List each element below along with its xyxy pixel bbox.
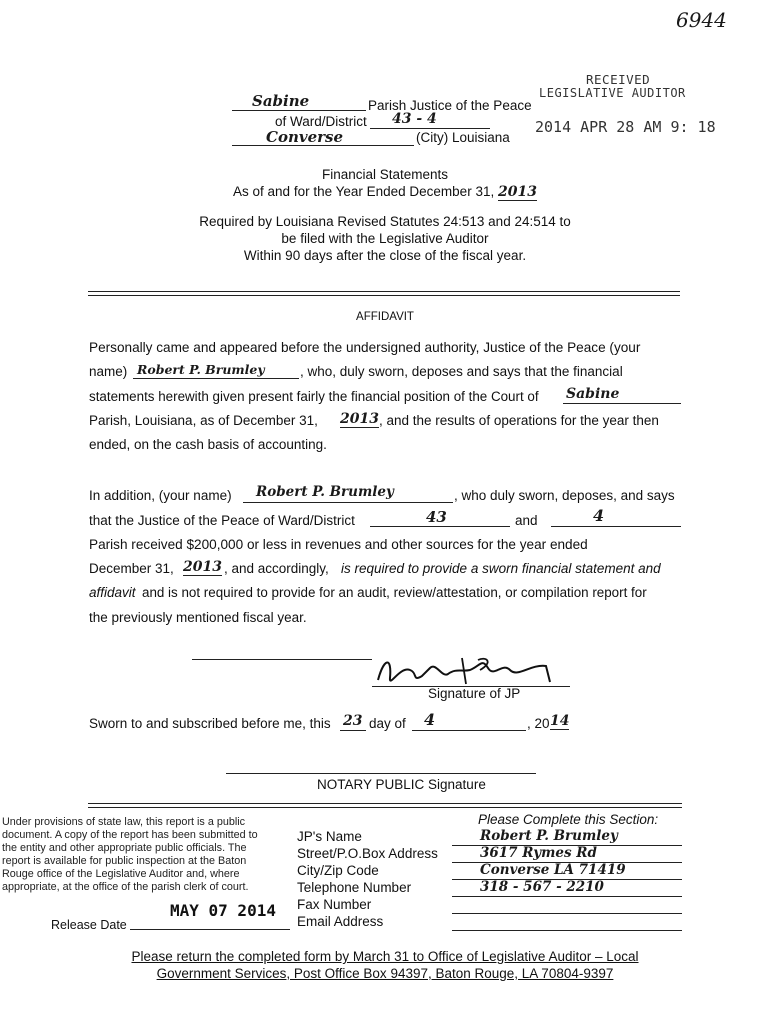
requirement-line2: be filed with the Legislative Auditor xyxy=(281,231,489,246)
fs-period: As of and for the Year Ended December 31, xyxy=(233,184,495,199)
affidavit-p1-line4-rest: , and the results of operations for the year then xyxy=(379,413,659,428)
field-value-telephone: 318 - 567 - 2210 xyxy=(480,879,604,895)
return-line1: Please return the completed form by March 31 to Office of Legislative Auditor – Local xyxy=(131,949,639,964)
affidavit-p2-line4-italic: is required to provide a sworn financial statement and xyxy=(341,561,661,576)
affidavit-year-value: 2013 xyxy=(340,411,379,427)
affidavit-court-value: Sabine xyxy=(566,386,620,402)
field-value-street: 3617 Rymes Rd xyxy=(480,845,597,861)
release-date-value: MAY 07 2014 xyxy=(170,901,276,920)
sworn-month-value: 4 xyxy=(424,710,436,729)
section-title: Please Complete this Section: xyxy=(478,812,659,827)
field-label-email: Email Address xyxy=(297,914,384,929)
footer-divider xyxy=(88,803,682,804)
field-value-jp-name: Robert P. Brumley xyxy=(480,828,618,844)
fs-title: Financial Statements xyxy=(321,167,449,182)
field-value-city-zip: Converse LA 71419 xyxy=(480,862,626,878)
fs-year-value: 2013 xyxy=(497,184,537,200)
corner-number: 6944 xyxy=(676,8,727,32)
release-date-label: Release Date xyxy=(51,918,127,932)
affidavit-p1-line3: statements herewith given present fairly the financial position of the Court of xyxy=(89,389,539,404)
affidavit-p2-prefix: In addition, (your name) xyxy=(89,488,232,503)
parish-label: Parish Justice of the Peace xyxy=(368,98,532,113)
requirement-line3: Within 90 days after the close of the fiscal year. xyxy=(243,248,527,263)
field-label-fax: Fax Number xyxy=(297,897,372,912)
affidavit-title: AFFIDAVIT xyxy=(356,311,414,323)
ward-value: 43 - 4 xyxy=(392,111,437,127)
notice-line-2: document. A copy of the report has been submitted to xyxy=(2,829,258,841)
field-label-street: Street/P.O.Box Address xyxy=(297,846,438,861)
received-stamp-date: 2014 APR 28 AM 9: 18 xyxy=(535,118,716,136)
affidavit-p1-line4-prefix: Parish, Louisiana, as of December 31, xyxy=(89,413,318,428)
affidavit-p2-line3: Parish received $200,000 or less in revenues and other sources for the year ended xyxy=(89,537,588,552)
affidavit-p2-ward-value: 43 xyxy=(426,508,447,526)
affidavit-p2-line4-mid: , and accordingly, xyxy=(224,561,329,576)
affidavit-name-prefix: name) xyxy=(89,364,128,379)
sworn-year-prefix: , 20 xyxy=(527,716,550,731)
affidavit-p2-line6: the previously mentioned fiscal year. xyxy=(89,610,307,625)
notice-line-6: appropriate, at the office of the parish clerk of court. xyxy=(2,881,249,893)
sworn-day-of: day of xyxy=(369,716,406,731)
field-label-telephone: Telephone Number xyxy=(297,880,412,895)
city-value: Converse xyxy=(266,128,343,146)
affidavit-p2-and: and xyxy=(515,513,538,528)
affidavit-name-value: Robert P. Brumley xyxy=(137,362,265,377)
affidavit-p2-name-value: Robert P. Brumley xyxy=(256,484,394,500)
received-stamp-line2: LEGISLATIVE AUDITOR xyxy=(539,86,686,100)
return-line2: Government Services, Post Office Box 94397, Baton Rouge, LA 70804-9397 xyxy=(156,966,614,981)
affidavit-p2-district-value: 4 xyxy=(593,506,605,525)
notice-line-4: report is available for public inspection at the Baton xyxy=(2,855,247,867)
sworn-prefix: Sworn to and subscribed before me, this xyxy=(89,716,331,731)
city-label: (City) Louisiana xyxy=(416,130,510,145)
requirement-line1: Required by Louisiana Revised Statutes 24:513 and 24:514 to xyxy=(199,214,571,229)
affidavit-p2-line5-rest: and is not required to provide for an audit, review/attestation, or compilation report for xyxy=(142,585,647,600)
received-stamp-line1: RECEIVED xyxy=(586,72,651,87)
sworn-day-value: 23 xyxy=(343,713,363,729)
affidavit-p2-line4-prefix: December 31, xyxy=(89,561,174,576)
notary-label: NOTARY PUBLIC Signature xyxy=(317,777,486,792)
parish-name-value: Sabine xyxy=(252,92,310,110)
affidavit-p1-line5: ended, on the cash basis of accounting. xyxy=(89,437,327,452)
affidavit-p2-line5-italic: affidavit xyxy=(89,585,136,600)
affidavit-p2-line1-rest: , who duly sworn, deposes, and says xyxy=(454,488,675,503)
affidavit-p2-year-value: 2013 xyxy=(183,559,222,575)
notice-line-3: the entity and other appropriate public officials. The xyxy=(2,842,247,854)
signature-label: Signature of JP xyxy=(428,686,521,701)
affidavit-p2-line2-prefix: that the Justice of the Peace of Ward/District xyxy=(89,513,355,528)
notice-line-1: Under provisions of state law, this report is a public xyxy=(2,816,246,828)
notice-line-5: Rouge office of the Legislative Auditor and, where xyxy=(2,868,240,880)
header-divider xyxy=(88,291,680,292)
ward-label: of Ward/District xyxy=(275,114,367,129)
affidavit-p1-line1: Personally came and appeared before the undersigned authority, Justice of the Peace (your xyxy=(89,340,641,355)
field-label-jp-name: JP's Name xyxy=(297,829,362,844)
sworn-year-value: 14 xyxy=(550,713,570,729)
field-label-city-zip: City/Zip Code xyxy=(297,863,379,878)
affidavit-p1-line2: , who, duly sworn, deposes and says that the financial xyxy=(300,364,623,379)
